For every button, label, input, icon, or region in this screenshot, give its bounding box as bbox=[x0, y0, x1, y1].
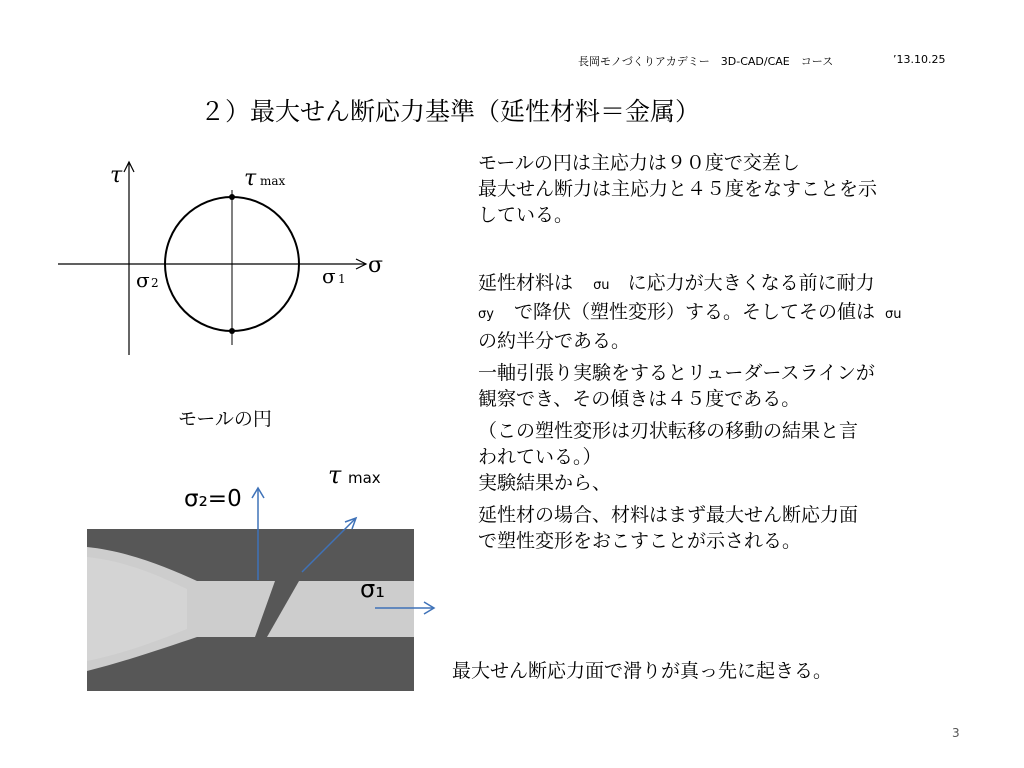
photo-tau-symbol: τ bbox=[328, 461, 342, 489]
text-line: の約半分である。 bbox=[478, 330, 631, 352]
sigma-y-symbol: σy bbox=[478, 307, 494, 322]
sigma1-label: σ bbox=[322, 264, 336, 288]
course-name: 長岡モノづくりアカデミー 3D-CAD/CAE コース bbox=[578, 55, 834, 68]
tau-max-symbol: τ bbox=[244, 166, 257, 191]
paragraph-mohr bbox=[478, 150, 877, 228]
text-line: 最大せん断力は主応力と４５度をなすことを示 bbox=[478, 178, 878, 200]
tau-axis-label: τ bbox=[110, 163, 123, 188]
tau-max-arrow bbox=[302, 518, 356, 572]
tau-max-point bbox=[229, 194, 235, 200]
photo-tau-max-text: max bbox=[348, 469, 381, 487]
sigma1-subscript: 1 bbox=[338, 272, 346, 286]
header-date: ’13.10.25 bbox=[893, 53, 946, 66]
text-line: （この塑性変形は刃状転移の移動の結果と言 bbox=[478, 420, 859, 442]
text-line: 実験結果から、 bbox=[478, 472, 612, 494]
sigma-u-symbol: σu bbox=[593, 278, 610, 293]
text-segment: に応力が大きくなる前に耐力 bbox=[627, 272, 875, 294]
mohr-caption: モールの円 bbox=[178, 408, 272, 430]
sigma-axis-label: σ bbox=[368, 253, 384, 278]
text-line: 観察でき、その傾きは４５度である。 bbox=[478, 388, 801, 410]
page-title: ２）最大せん断応力基準（延性材料＝金属） bbox=[200, 97, 701, 126]
text-line: モールの円は主応力は９０度で交差し bbox=[478, 152, 800, 174]
photo-sigma2-label: σ₂=0 bbox=[184, 486, 242, 512]
text-line: 一軸引張り実験をするとリューダースラインが bbox=[478, 362, 875, 384]
page-number: 3 bbox=[952, 726, 960, 740]
tau-max-subscript: max bbox=[260, 174, 286, 188]
sigma2-subscript: 2 bbox=[151, 276, 159, 290]
photo-sigma1-label: σ₁ bbox=[360, 575, 385, 603]
stress-arrows bbox=[220, 470, 440, 620]
text-segment: で降伏（塑性変形）する。そしてその値は bbox=[513, 301, 875, 323]
sigma-u-symbol: σu bbox=[885, 307, 902, 322]
paragraph-ductile bbox=[478, 270, 902, 554]
tau-min-point bbox=[229, 328, 235, 334]
text-line bbox=[478, 299, 902, 328]
sigma2-label: σ bbox=[136, 268, 150, 292]
conclusion-text: 最大せん断応力面で滑りが真っ先に起きる。 bbox=[452, 660, 833, 682]
text-line: で塑性変形をおこすことが示される。 bbox=[478, 530, 802, 552]
text-line: 延性材の場合、材料はまず最大せん断応力面 bbox=[478, 504, 859, 526]
text-line: われている。） bbox=[478, 446, 602, 468]
text-segment: 延性材料は bbox=[478, 272, 574, 294]
text-line bbox=[478, 270, 902, 299]
text-line: している。 bbox=[478, 204, 574, 226]
mohr-circle-diagram bbox=[50, 150, 400, 365]
